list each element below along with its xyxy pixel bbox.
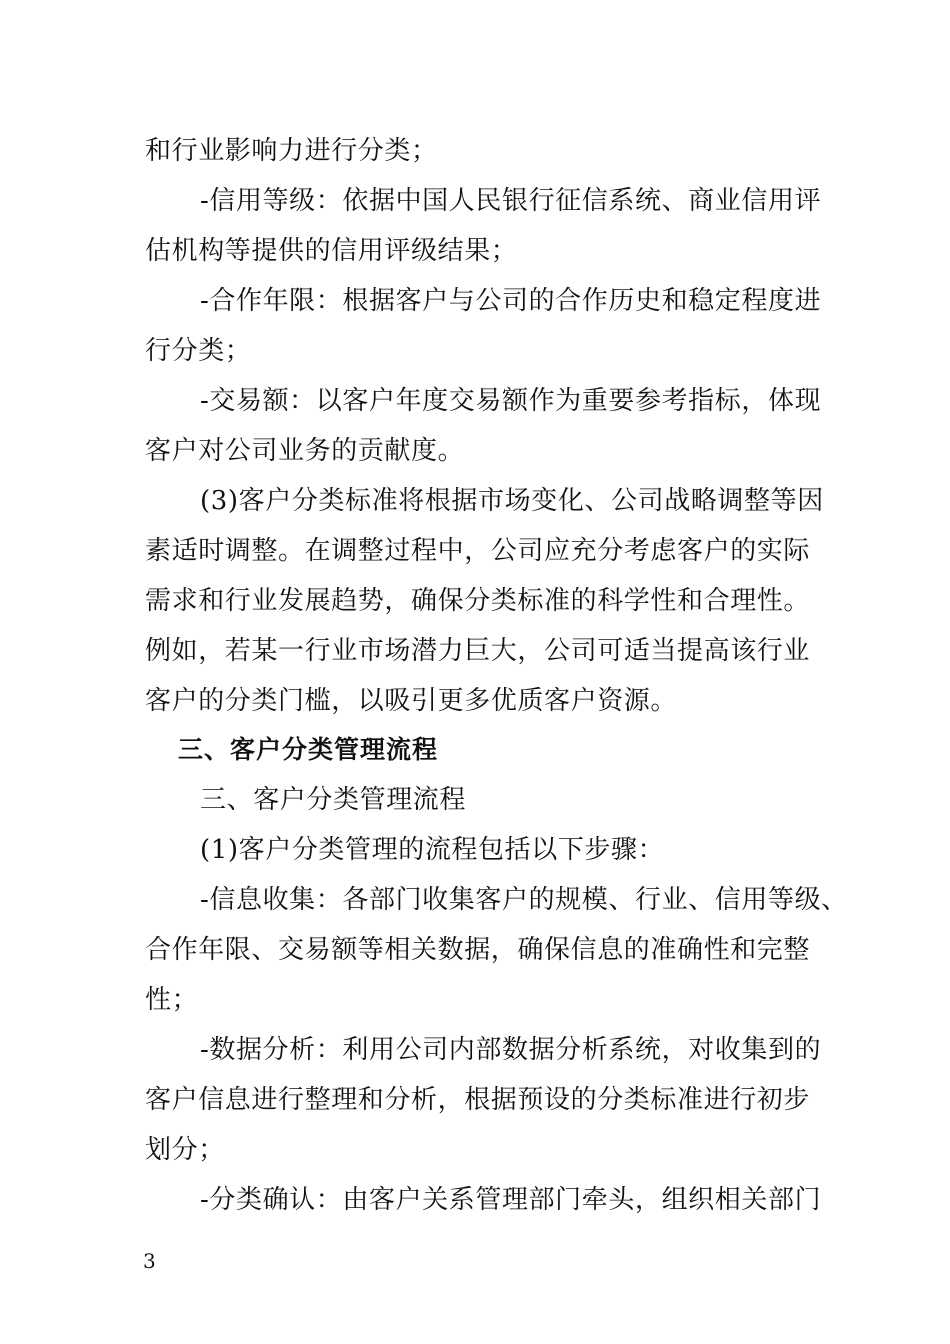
body-line: 划分； bbox=[145, 1135, 225, 1165]
page-number: 3 bbox=[143, 1249, 156, 1273]
body-line: 需求和行业发展趋势，确保分类标准的科学性和合理性。 bbox=[145, 586, 811, 616]
body-line: -交易额：以客户年度交易额作为重要参考指标，体现 bbox=[200, 386, 822, 416]
body-line: 性； bbox=[145, 985, 199, 1015]
body-line: 三、客户分类管理流程 bbox=[200, 785, 467, 815]
body-line: 素适时调整。在调整过程中，公司应充分考虑客户的实际 bbox=[145, 536, 811, 566]
body-line: 例如，若某一行业市场潜力巨大，公司可适当提高该行业 bbox=[145, 636, 811, 666]
body-line: 和行业影响力进行分类； bbox=[145, 136, 438, 166]
body-line: -分类确认：由客户关系管理部门牵头，组织相关部门 bbox=[200, 1185, 822, 1215]
body-line: -信息收集：各部门收集客户的规模、行业、信用等级、 bbox=[200, 885, 848, 915]
body-line: -信用等级：依据中国人民银行征信系统、商业信用评 bbox=[200, 186, 822, 216]
body-line: 估机构等提供的信用评级结果； bbox=[145, 236, 518, 266]
body-line: 客户的分类门槛，以吸引更多优质客户资源。 bbox=[145, 686, 678, 716]
body-line: -数据分析：利用公司内部数据分析系统，对收集到的 bbox=[200, 1035, 822, 1065]
body-line: (3)客户分类标准将根据市场变化、公司战略调整等因 bbox=[200, 486, 824, 516]
body-line: 客户信息进行整理和分析，根据预设的分类标准进行初步 bbox=[145, 1085, 811, 1115]
body-line: 客户对公司业务的贡献度。 bbox=[145, 436, 465, 466]
body-line: 合作年限、交易额等相关数据，确保信息的准确性和完整 bbox=[145, 935, 811, 965]
section-heading: 三、客户分类管理流程 bbox=[178, 735, 439, 764]
body-line: (1)客户分类管理的流程包括以下步骤： bbox=[200, 835, 665, 865]
body-line: -合作年限：根据客户与公司的合作历史和稳定程度进 bbox=[200, 286, 822, 316]
body-line: 行分类； bbox=[145, 336, 252, 366]
